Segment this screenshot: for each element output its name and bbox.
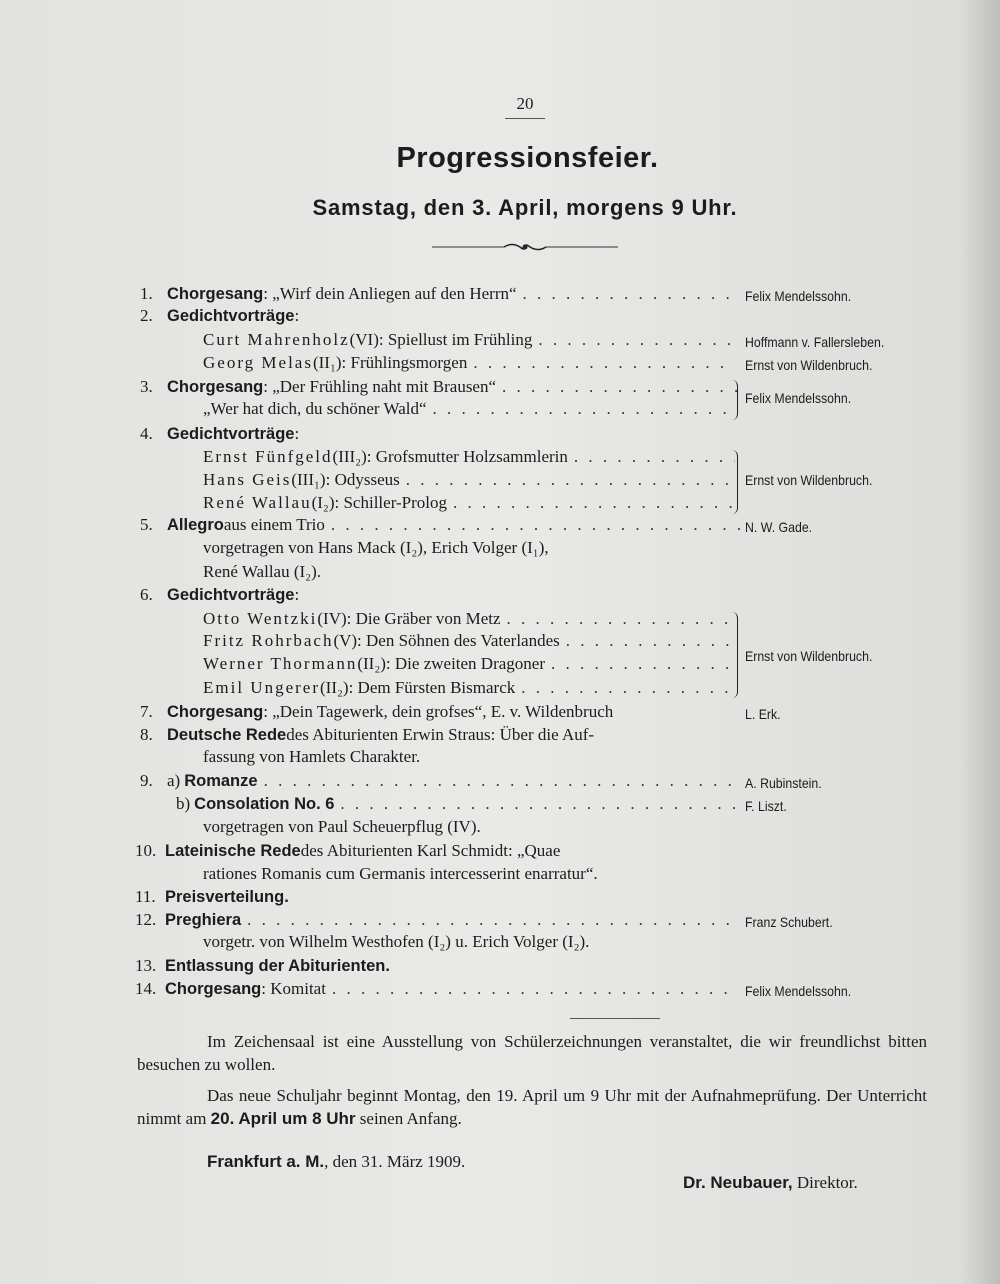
item-number: 11. <box>135 887 156 906</box>
composer: Ernst von Wildenbruch. <box>745 357 873 373</box>
composer: N. W. Gade. <box>745 519 813 535</box>
item-text: : <box>294 424 300 443</box>
item-number: 3. <box>140 377 153 396</box>
item-number: 2. <box>140 306 153 325</box>
dot-leader <box>340 794 735 814</box>
program-item <box>135 910 735 932</box>
item-title: Preghiera <box>165 911 242 929</box>
item-title: Romanze <box>184 772 258 790</box>
item-number: 12. <box>135 910 157 929</box>
item-number: 9. <box>140 771 153 790</box>
dot-leader <box>433 399 735 419</box>
dot-leader <box>523 284 740 304</box>
item-text: fassung von Hamlets Charakter. <box>203 747 421 766</box>
dot-leader <box>507 609 735 629</box>
program-item <box>135 887 735 909</box>
item-text: (II₁): Frühlingsmorgen <box>312 353 468 372</box>
section-divider <box>570 1018 660 1019</box>
item-number: 5. <box>140 515 153 534</box>
date-text: , den 31. März 1909. <box>324 1152 466 1171</box>
page-number: 20 <box>516 94 534 113</box>
program-item <box>203 538 735 560</box>
item-text: rationes Romanis cum Germanis intercesserint enarratur“. <box>203 864 598 883</box>
group-composer: Felix Mendelssohn. <box>745 390 852 406</box>
item-text: (I₂): Schiller-Prolog <box>311 493 448 512</box>
item-sub-label: b) <box>176 794 191 813</box>
program-item <box>140 377 740 399</box>
item-text: (III₁): Odysseus <box>291 470 400 489</box>
program-item <box>203 817 735 839</box>
item-text: : <box>294 306 300 325</box>
item-title: Deutsche Rede <box>167 726 287 744</box>
composer: A. Rubinstein. <box>745 775 822 791</box>
school-year-text: Das neue Schuljahr beginnt Montag, den 19. April um 9 Uhr mit der Aufnahmeprüfung. Der Unterricht nimmt am <box>137 1086 927 1128</box>
program-item <box>203 932 735 954</box>
program-item <box>203 470 735 492</box>
dot-leader <box>551 654 735 674</box>
brace-icon <box>731 450 738 514</box>
item-text: vorgetr. von Wilhelm Westhofen (I₂) u. Erich Volger (I₂). <box>203 932 590 951</box>
place: Frankfurt a. M. <box>207 1152 325 1171</box>
item-text: (II₂): Dem Fürsten Bismarck <box>320 678 516 697</box>
performer-name: Hans Geis <box>203 470 292 489</box>
item-text: René Wallau (I₂). <box>203 562 322 581</box>
program-item <box>140 306 740 328</box>
item-text: vorgetragen von Paul Scheuerpflug (IV). <box>203 817 481 836</box>
item-title: Gedichtvorträge <box>167 307 295 325</box>
dot-leader <box>264 771 740 791</box>
item-number: 6. <box>140 585 153 604</box>
program-item <box>203 562 735 584</box>
program-item <box>203 864 735 886</box>
item-number: 14. <box>135 979 157 998</box>
signatory-title: Direktor. <box>792 1173 858 1192</box>
composer: Hoffmann v. Fallersleben. <box>745 334 885 350</box>
dot-leader <box>247 910 735 930</box>
program-item <box>135 979 735 1001</box>
item-title: Chorgesang <box>167 703 264 721</box>
program-item <box>203 353 735 375</box>
page-title: Progressionsfeier. <box>396 142 659 174</box>
item-text: des Abiturienten Karl Schmidt: „Quae <box>300 841 561 860</box>
program-item <box>176 794 735 816</box>
item-sub-label: a) <box>167 771 181 790</box>
brace-icon <box>731 380 738 420</box>
group-composer: Ernst von Wildenbruch. <box>745 472 873 488</box>
item-text: (IV): Die Gräber von Metz <box>317 609 501 628</box>
item-text: „Wer hat dich, du schöner Wald“ <box>203 399 427 418</box>
item-title: Gedichtvorträge <box>167 425 295 443</box>
item-text: : <box>294 585 300 604</box>
item-title: Entlassung der Abiturienten. <box>165 957 390 975</box>
dateline <box>207 1152 465 1172</box>
ornament-divider-icon <box>432 240 618 254</box>
item-text: : Komitat <box>261 979 326 998</box>
school-year-note <box>137 1084 927 1130</box>
program-item <box>140 771 740 793</box>
performer-name: Curt Mahrenholz <box>203 330 350 349</box>
item-number: 10. <box>135 841 157 860</box>
signatory-name: Dr. Neubauer, <box>683 1173 793 1192</box>
program-item <box>140 585 740 607</box>
item-title: Consolation No. 6 <box>194 795 335 813</box>
item-title: Chorgesang <box>165 980 262 998</box>
item-text: : „Dein Tagewerk, dein grofses“, E. v. Wildenbruch <box>263 702 614 721</box>
school-year-date: 20. April um 8 Uhr <box>210 1109 356 1128</box>
dot-leader <box>502 377 740 397</box>
dot-leader <box>406 470 735 490</box>
program-item <box>140 725 740 747</box>
performer-name: Fritz Rohrbach <box>203 631 334 650</box>
dot-leader <box>566 631 735 651</box>
dot-leader <box>574 447 735 467</box>
page-number-rule <box>505 118 545 119</box>
program-item <box>203 631 735 653</box>
performer-name: Otto Wentzki <box>203 609 318 628</box>
program-item <box>140 424 740 446</box>
dot-leader <box>473 353 735 373</box>
performer-name: Emil Ungerer <box>203 678 320 697</box>
dot-leader <box>331 515 740 535</box>
item-title: Gedichtvorträge <box>167 586 295 604</box>
group-composer: Ernst von Wildenbruch. <box>745 648 873 664</box>
item-text: des Abiturienten Erwin Straus: Über die Auf- <box>286 725 595 744</box>
program-item <box>135 956 735 978</box>
school-year-text-end: seinen Anfang. <box>355 1109 462 1128</box>
program-item <box>203 447 735 469</box>
exhibition-note: Im Zeichensaal ist eine Ausstellung von Schülerzeichnungen veranstaltet, die wir freundlichst bitten besuchen zu wollen. <box>137 1032 927 1074</box>
program-item <box>135 841 735 863</box>
item-number: 13. <box>135 956 157 975</box>
program-item <box>203 399 735 421</box>
item-number: 1. <box>140 284 153 303</box>
dot-leader <box>538 330 735 350</box>
item-title: Allegro <box>167 516 224 534</box>
program-item <box>140 284 740 306</box>
page-subtitle: Samstag, den 3. April, morgens 9 Uhr. <box>312 195 738 220</box>
performer-name: Georg Melas <box>203 353 313 372</box>
dot-leader <box>453 493 735 513</box>
dot-leader <box>332 979 735 999</box>
item-text: vorgetragen von Hans Mack (I₂), Erich Volger (I₁), <box>203 538 549 557</box>
item-title: Preisverteilung. <box>165 888 289 906</box>
item-text: (V): Den Söhnen des Vaterlandes <box>333 631 560 650</box>
program-item <box>203 678 735 700</box>
program-item <box>203 609 735 631</box>
program-item <box>140 702 740 724</box>
item-text: (II₂): Die zweiten Dragoner <box>357 654 545 673</box>
item-text: (III₂): Grofsmutter Holzsammlerin <box>332 447 568 466</box>
composer: Felix Mendelssohn. <box>745 983 852 999</box>
composer: Franz Schubert. <box>745 914 833 930</box>
performer-name: Werner Thormann <box>203 654 358 673</box>
program-item <box>203 747 735 769</box>
item-text: : „Der Frühling naht mit Brausen“ <box>263 377 497 396</box>
performer-name: René Wallau <box>203 493 312 512</box>
item-title: Lateinische Rede <box>165 842 301 860</box>
brace-icon <box>731 612 738 698</box>
composer: F. Liszt. <box>745 798 787 814</box>
item-number: 8. <box>140 725 153 744</box>
dot-leader <box>521 678 735 698</box>
performer-name: Ernst Fünfgeld <box>203 447 333 466</box>
program-item <box>203 330 735 352</box>
program-item <box>203 654 735 676</box>
item-title: Chorgesang <box>167 285 264 303</box>
item-number: 7. <box>140 702 153 721</box>
composer: L. Erk. <box>745 706 781 722</box>
signature <box>683 1173 858 1193</box>
composer: Felix Mendelssohn. <box>745 288 852 304</box>
program-item <box>140 515 740 537</box>
program-item <box>203 493 735 515</box>
item-title: Chorgesang <box>167 378 264 396</box>
item-text: (VI): Spiellust im Frühling <box>349 330 533 349</box>
item-number: 4. <box>140 424 153 443</box>
item-text: : „Wirf dein Anliegen auf den Herrn“ <box>263 284 517 303</box>
item-text: aus einem Trio <box>223 515 325 534</box>
